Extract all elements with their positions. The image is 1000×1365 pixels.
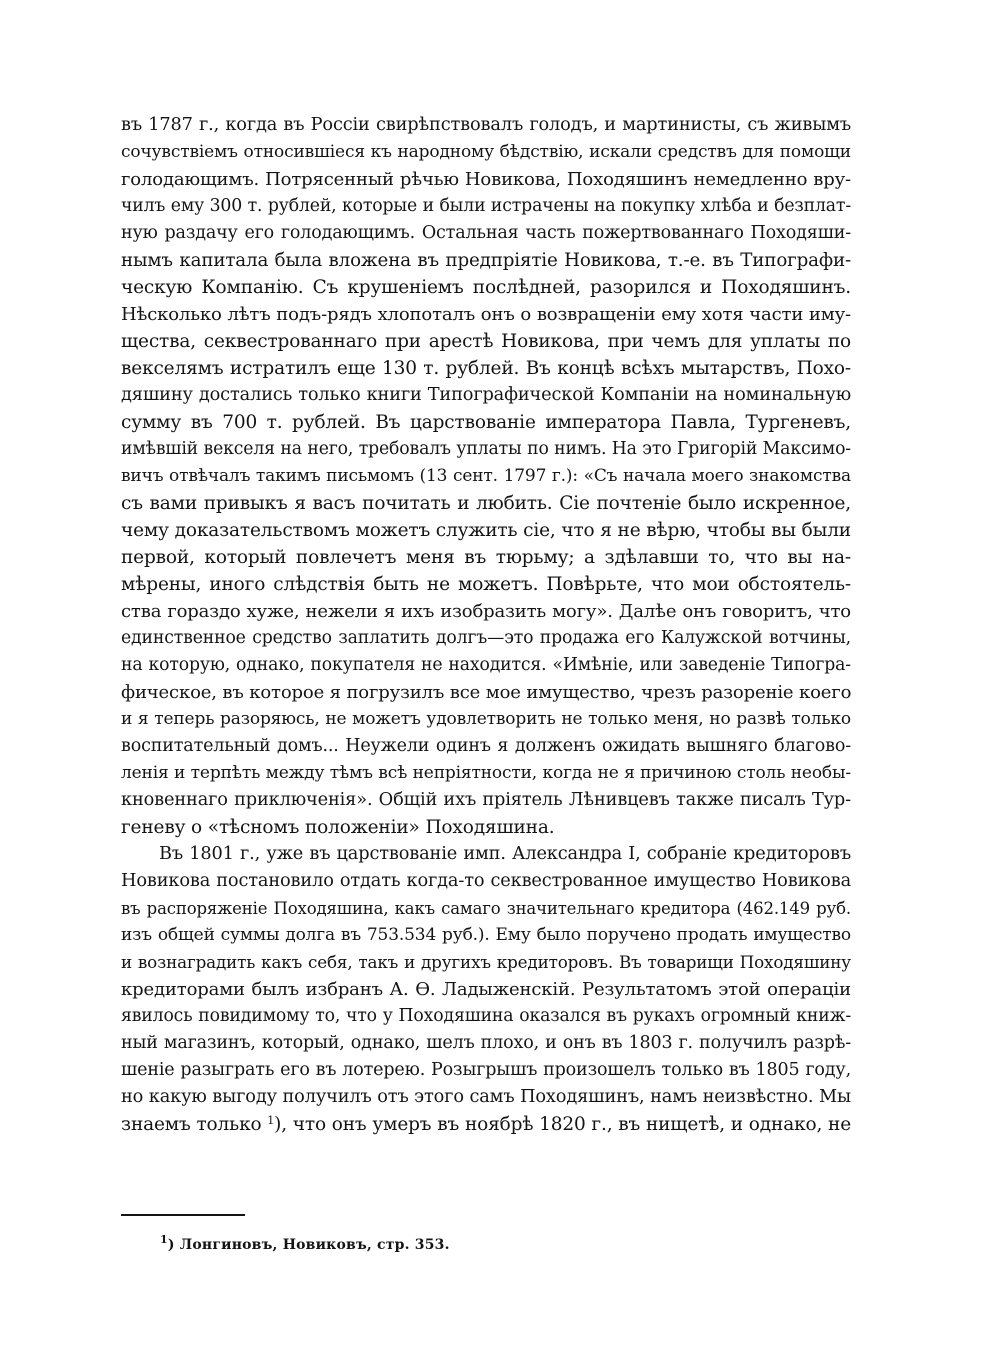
text-line: ную раздачу его голодающимъ. Остальная часть пожертвованнаго Походяши- — [121, 223, 851, 243]
text-line: ленія и терпѣть между тѣмъ всѣ непріятности, когда не я причиною столь необы- — [121, 763, 851, 783]
text-line: явилось повидимому то, что у Походяшина оказался въ рукахъ огромный книж- — [121, 1006, 851, 1026]
text-line-with-footnote-ref — [121, 1111, 851, 1138]
footnote-marker-paren: ) — [167, 1237, 175, 1253]
text-line: но какую выгоду получилъ отъ этого самъ Походяшинъ, намъ неизвѣстно. Мы — [121, 1087, 851, 1107]
line-text-after: , что онъ умеръ въ ноябрѣ 1820 г., въ нищетѣ, и однако, не — [281, 1114, 851, 1135]
text-line: имѣвшій векселя на него, требовалъ уплаты по нимъ. На это Григорій Максимо- — [121, 439, 851, 459]
footnote — [160, 1234, 450, 1256]
text-line: въ распоряженіе Походяшина, какъ самаго значительнаго кредитора (462.149 руб. — [121, 899, 851, 918]
text-line: вичъ отвѣчалъ такимъ письмомъ (13 сент. 1797 г.): «Съ начала моего знакомства — [121, 466, 851, 486]
text-line: сумму въ 700 т. рублей. Въ царствованіе императора Павла, Тургеневъ, — [121, 412, 851, 433]
text-line: мѣрены, иного слѣдствія быть не можетъ. Повѣрьте, что мои обстоятель- — [121, 574, 851, 595]
text-line: векселямъ истратилъ еще 130 т. рублей. Въ концѣ всѣхъ мытарствъ, Похо- — [121, 358, 851, 379]
text-line: дяшину достались только книги Типографической Компаніи на номинальную — [121, 385, 851, 405]
text-line: чилъ ему 300 т. рублей, которые и были истрачены на покупку хлѣба и безплат- — [121, 196, 851, 216]
text-line: ный магазинъ, который, однако, шелъ плохо, и онъ въ 1803 г. получилъ разрѣ- — [121, 1033, 851, 1053]
text-line: кредиторами былъ избранъ А. Ѳ. Ладыженскій. Результатомъ этой операціи — [121, 979, 851, 1000]
text-line: фическое, въ которое я погрузилъ все мое имущество, чрезъ разореніе коего — [121, 682, 852, 703]
footnote-divider — [121, 1214, 245, 1216]
text-line: на которую, однако, покупателя не находится. «Имѣніе, или заведеніе Типогра- — [121, 655, 851, 675]
text-line: голодающимъ. Потрясенный рѣчью Новикова, Походяшинъ немедленно вру- — [121, 169, 851, 190]
text-line: Новикова постановило отдать когда-то секвестрованное имущество Новикова — [121, 871, 851, 891]
text-line: ства гораздо хуже, нежели я ихъ изобразить могу». Далѣе онъ говоритъ, что — [121, 601, 851, 622]
text-line: воспитательный домъ... Неужели одинъ я долженъ ожидать вышняго благово- — [121, 736, 851, 756]
text-line: сочувствіемъ относившіеся къ народному бѣдствію, искали средствъ для помощи — [121, 142, 851, 162]
main-text — [121, 112, 851, 1138]
footnote-reference-paren: ) — [274, 1114, 282, 1135]
text-line: и вознаградить какъ себя, такъ и другихъ кредиторовъ. Въ товарищи Походяшину — [121, 952, 851, 972]
text-line: нымъ капитала была вложена въ предпріятіе Новикова, т.-е. въ Типографи- — [121, 250, 851, 271]
text-line: Нѣсколько лѣтъ подъ-рядъ хлопоталъ онъ о возвращеніи ему хотя части иму- — [121, 304, 851, 325]
text-line: щества, секвестрованнаго при арестѣ Новикова, при чемъ для уплаты по — [121, 331, 851, 352]
text-line: въ 1787 г., когда въ Россіи свирѣпствовалъ голодъ, и мартинисты, съ живымъ — [121, 115, 851, 135]
text-line: шеніе разыграть его въ лотерею. Розыгрышъ произошелъ только въ 1805 году, — [121, 1060, 851, 1080]
paragraph-2 — [121, 841, 851, 1138]
text-line: Въ 1801 г., уже въ царствованіе имп. Александра I, собраніе кредиторовъ — [159, 844, 851, 864]
text-line: кновеннаго приключенія». Общій ихъ пріятель Лѣнивцевъ также писалъ Тур- — [121, 790, 851, 810]
text-line: чему доказательствомъ можетъ служить сіе, что я не вѣрю, чтобы вы были — [121, 520, 851, 541]
footnote-reference[interactable]: 1 — [267, 1114, 275, 1127]
text-line: и я теперь разоряюсь, не можетъ удовлетворить не только меня, но развѣ только — [121, 709, 851, 729]
footnote-marker: 1 — [160, 1233, 168, 1246]
text-line: ческую Компанію. Съ крушеніемъ послѣдней, разорился и Походяшинъ. — [121, 277, 851, 298]
footnote-text: Лонгиновъ, Новиковъ, стр. 353. — [174, 1237, 450, 1253]
line-text-before: знаемъ только — [121, 1114, 268, 1135]
text-line: первой, который повлечетъ меня въ тюрьму; а здѣлавши то, что вы на- — [121, 547, 851, 568]
text-line: изъ общей суммы долга въ 753.534 руб.). Ему было поручено продать имущество — [121, 925, 851, 945]
text-line: геневу о «тѣсномъ положеніи» Походяшина. — [121, 817, 555, 838]
text-line: единственное средство заплатить долгъ—это продажа его Калужской вотчины, — [121, 628, 851, 648]
text-line: съ вами привыкъ я васъ почитать и любить. Сіе почтеніе было искренное, — [121, 493, 851, 514]
paragraph-1 — [121, 112, 851, 841]
